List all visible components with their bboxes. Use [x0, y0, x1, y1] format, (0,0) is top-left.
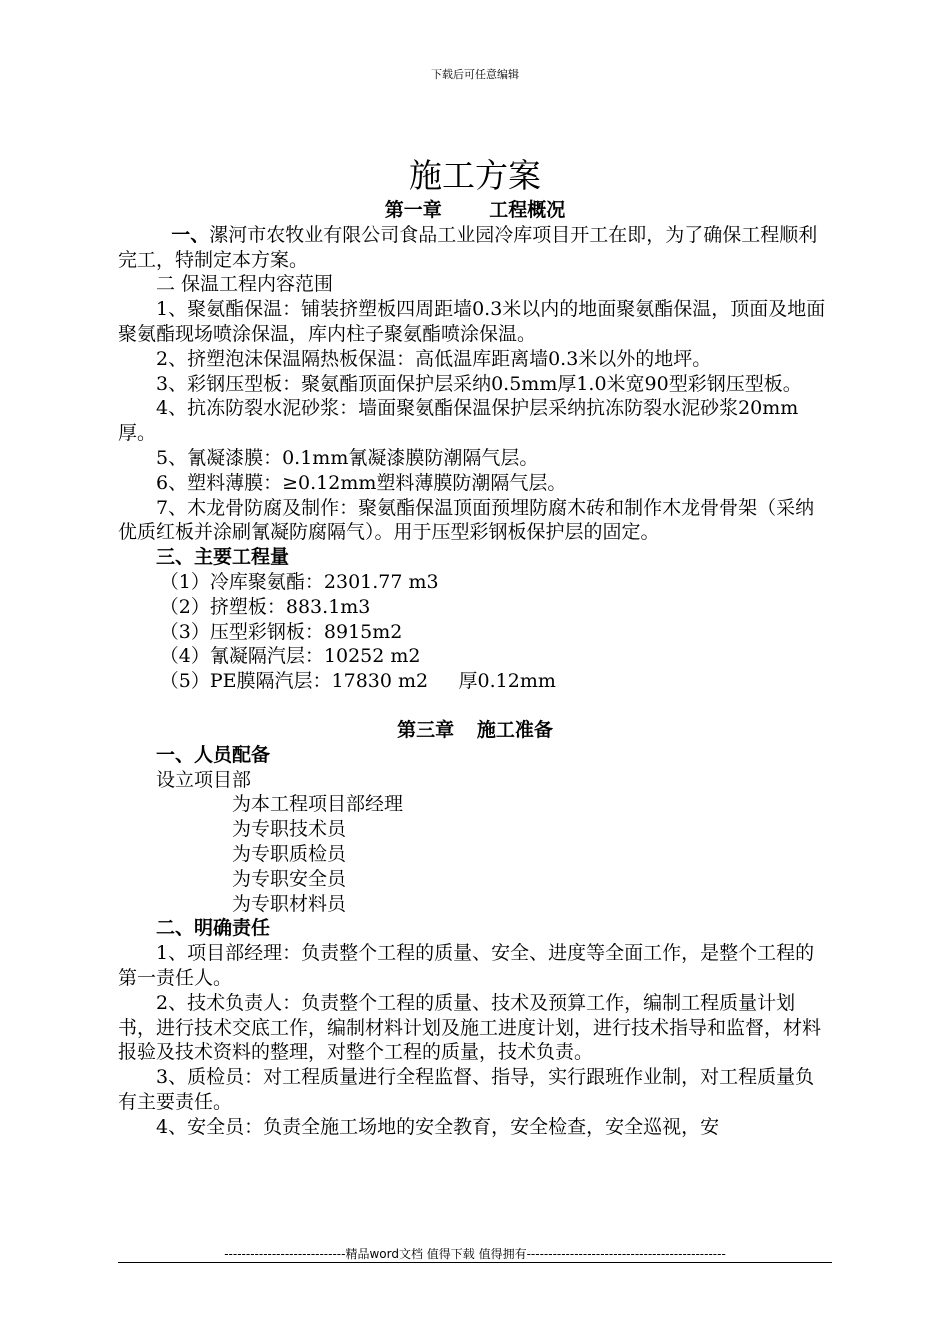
quantity5-value: （5）PE膜隔汽层：17830 m2 [159, 670, 429, 693]
scope-item: 4、抗冻防裂水泥砂浆：墙面聚氨酯保温保护层采纳抗冻防裂水泥砂浆20mm厚。 [118, 397, 799, 445]
scope-item: 5、氰凝漆膜：0.1mm氰凝漆膜防潮隔气层。 [156, 446, 539, 469]
chapter1-heading [118, 198, 832, 223]
duty-item: 3、质检员：对工程质量进行全程监督、指导，实行跟班作业制，对工程质量负有主要责任。 [118, 1066, 815, 1113]
footer-divider [118, 1262, 832, 1263]
section-scope-heading: 二 保温工程内容范围 [156, 273, 334, 296]
section-quantity-heading: 三、主要工程量 [156, 546, 290, 569]
scope-item: 1、聚氨酯保温：铺装挤塑板四周距墙0.3米以内的地面聚氨酯保温，顶面及地面聚氨酯现场喷涂保温，库内柱子聚氨酯喷涂保温。 [118, 298, 826, 345]
scope-item: 2、挤塑泡沫保温隔热板保温：高低温库距离墙0.3米以外的地坪。 [156, 347, 712, 370]
scope-item: 6、塑料薄膜：≥0.12mm塑料薄膜防潮隔气层。 [156, 471, 567, 494]
section-duty-heading: 二、明确责任 [156, 917, 271, 940]
chapter3-name: 施工准备 [476, 718, 553, 741]
duty-item: 2、技术负责人：负责整个工程的质量、技术及预算工作，编制工程质量计划书，进行技术交底工作，编制材料计划及施工进度计划，进行技术指导和监督，材料报验及技术资料的整理，对整个工程的质量，技术负责。 [118, 991, 822, 1064]
duty-item: 1、项目部经理：负责整个工程的质量、安全、进度等全面工作，是整个工程的第一责任人。 [118, 942, 815, 989]
role-item: 为本工程项目部经理 [232, 793, 404, 816]
quantity-item: （1）冷库聚氨酯：2301.77 m3 [159, 570, 439, 593]
role-item: 为专职技术员 [232, 818, 347, 841]
scope-item: 3、彩钢压型板：聚氨酯顶面保护层采纳0.5mm厚1.0米宽90型彩钢压型板。 [156, 372, 802, 395]
section-staff-heading: 一、人员配备 [156, 743, 271, 766]
intro-text: 漯河市农牧业有限公司食品工业园冷库项目开工在即，为了确保工程顺利完工，特制定本方案。 [118, 223, 818, 271]
role-item: 为专职质检员 [232, 842, 347, 865]
quantity-item: （2）挤塑板：883.1m3 [159, 595, 371, 618]
intro-paragraph [118, 223, 832, 273]
document-body [118, 198, 832, 1139]
role-item: 为专职材料员 [232, 892, 347, 915]
scope-item: 7、木龙骨防腐及制作：聚氨酯保温顶面预埋防腐木砖和制作木龙骨骨架（采纳优质红板并涂刷氰凝防腐隔气）。用于压型彩钢板保护层的固定。 [118, 496, 815, 544]
duty-item: 4、安全员：负责全施工场地的安全教育，安全检查，安全巡视，安 [156, 1115, 720, 1138]
quantity-item [118, 669, 832, 694]
quantity-item: （4）氰凝隔汽层：10252 m2 [159, 645, 421, 668]
chapter1-number: 第一章 [384, 199, 442, 221]
chapter3-heading [118, 718, 832, 743]
footer-text: ----------------------------精品word文档 值得下载 值得拥有---------------------------------------------- [224, 1247, 726, 1261]
document-title: 施工方案 [409, 156, 541, 195]
chapter3-number: 第三章 [397, 718, 455, 741]
role-item: 为专职安全员 [232, 867, 347, 890]
spacer [118, 694, 832, 718]
chapter1-name: 工程概况 [489, 199, 566, 221]
header-note: 下载后可任意编辑 [431, 68, 519, 81]
quantity5-thickness: 厚0.12mm [458, 670, 556, 693]
quantity-item: （3）压型彩钢板：8915m2 [159, 620, 403, 643]
setup-text: 设立项目部 [156, 768, 252, 791]
intro-marker: 一、 [171, 223, 210, 246]
